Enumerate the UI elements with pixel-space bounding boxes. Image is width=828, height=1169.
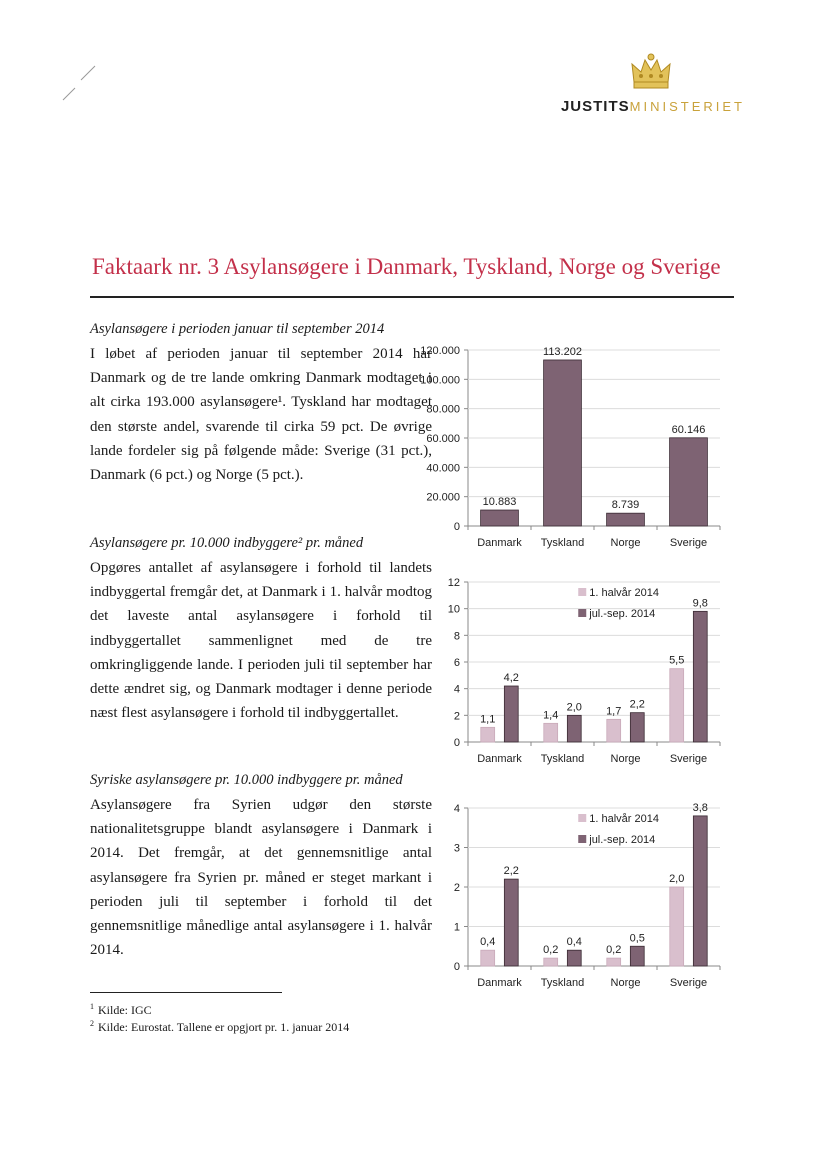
y-tick-label: 12 bbox=[447, 577, 460, 589]
data-label: 9,8 bbox=[692, 597, 708, 610]
logo-wordmark: JUSTITSMINISTERIET bbox=[560, 98, 745, 115]
bar bbox=[607, 513, 645, 526]
legend-label: 1. halvår 2014 bbox=[589, 813, 659, 825]
title-divider bbox=[90, 296, 734, 298]
y-tick-label: 60.000 bbox=[426, 433, 460, 445]
data-label: 2,0 bbox=[669, 873, 685, 885]
data-label: 60.146 bbox=[671, 423, 706, 436]
data-label: 2,2 bbox=[629, 698, 645, 711]
y-tick-label: 4 bbox=[453, 683, 460, 696]
y-tick-label: 1 bbox=[453, 921, 460, 934]
data-label: 2,2 bbox=[503, 865, 519, 878]
x-tick-label: Danmark bbox=[477, 977, 522, 989]
y-tick-label: 4 bbox=[453, 803, 460, 815]
x-tick-label: Norge bbox=[610, 537, 641, 549]
legend-swatch bbox=[578, 609, 586, 617]
bar bbox=[670, 438, 708, 526]
footnote-2: $^2$ Kilde: Eurostat. Tallene er opgjort pr. 1. januar 2014 bbox=[90, 1019, 350, 1034]
data-label: 10.883 bbox=[482, 496, 517, 509]
data-label: 1,1 bbox=[480, 713, 496, 726]
legend-swatch bbox=[578, 835, 586, 843]
bar bbox=[567, 715, 581, 742]
legend-swatch bbox=[578, 814, 586, 822]
bar bbox=[630, 946, 644, 966]
pen-mark bbox=[55, 60, 105, 110]
x-tick-label: Tyskland bbox=[540, 977, 585, 989]
data-label: 0,2 bbox=[606, 944, 622, 957]
footnote-divider bbox=[90, 992, 282, 993]
x-tick-label: Danmark bbox=[477, 537, 522, 549]
x-tick-label: Tyskland bbox=[540, 753, 585, 765]
ministry-logo bbox=[555, 50, 745, 120]
data-label: 0,5 bbox=[629, 932, 645, 945]
data-label: 5,5 bbox=[669, 654, 685, 667]
y-tick-label: 20.000 bbox=[426, 491, 460, 504]
y-tick-label: 0 bbox=[453, 737, 460, 749]
crown-icon bbox=[630, 52, 672, 90]
y-tick-label: 100.000 bbox=[420, 374, 460, 387]
x-tick-label: Sverige bbox=[669, 537, 708, 549]
chart-syrian-per-capita bbox=[398, 794, 728, 994]
bar bbox=[504, 686, 518, 742]
section-heading: Asylansøgere i perioden januar til september 2014 bbox=[90, 321, 385, 337]
x-tick-label: Tyskland bbox=[540, 537, 585, 549]
data-label: 8.739 bbox=[611, 499, 640, 512]
y-tick-label: 80.000 bbox=[426, 403, 460, 416]
x-tick-label: Sverige bbox=[669, 977, 708, 989]
chart-total-applicants bbox=[398, 336, 728, 556]
data-label: 3,8 bbox=[692, 801, 708, 814]
data-label: 0,2 bbox=[543, 944, 559, 957]
section-per-capita bbox=[90, 535, 432, 725]
y-tick-label: 10 bbox=[447, 603, 460, 616]
y-tick-label: 6 bbox=[453, 657, 460, 669]
y-tick-label: 2 bbox=[453, 882, 460, 894]
chart-per-capita bbox=[398, 572, 728, 772]
y-tick-label: 120.000 bbox=[420, 345, 460, 357]
bar bbox=[481, 950, 495, 966]
bar bbox=[670, 887, 684, 966]
y-tick-label: 40.000 bbox=[426, 462, 460, 475]
bar bbox=[544, 723, 558, 742]
section-body: I løbet af perioden januar til september 2014 har Danmark og de tre lande omkring Danmark modtaget i alt cirka 193.000 asylansøgere¹. Tyskland har modtaget den største andel, svarende til cirka 59 pct. De øvrige lande fordeler sig på følgende måde: Sverige (31 pct.), Danmark (6 pct.) og Norge (5 pct.). bbox=[90, 346, 432, 484]
section-syrian bbox=[90, 772, 432, 962]
legend-label: jul.-sep. 2014 bbox=[589, 834, 656, 846]
footnote-1: $^1$ Kilde: IGC bbox=[90, 1002, 152, 1017]
page-title: Faktaark nr. 3 Asylansøgere i Danmark, Tyskland, Norge og Sverige bbox=[92, 254, 721, 279]
section-heading: Syriske asylansøgere pr. 10.000 indbyggere pr. måned bbox=[90, 772, 403, 788]
bar bbox=[481, 510, 519, 526]
legend-label: 1. halvår 2014 bbox=[589, 587, 659, 599]
y-tick-label: 8 bbox=[453, 630, 460, 643]
data-label: 113.202 bbox=[543, 345, 582, 358]
bar bbox=[693, 611, 707, 742]
bar bbox=[630, 713, 644, 742]
data-label: 1,7 bbox=[606, 705, 622, 718]
data-label: 0,4 bbox=[566, 936, 582, 949]
legend-swatch bbox=[578, 588, 586, 596]
data-label: 0,4 bbox=[480, 936, 496, 949]
x-tick-label: Norge bbox=[610, 753, 641, 765]
data-label: 1,4 bbox=[543, 709, 559, 722]
bar bbox=[567, 950, 581, 966]
section-body: Asylansøgere fra Syrien udgør den største nationalitetsgruppe blandt asylansøgere i Danmark i 2014. Det fremgår, at det gennemsnitlige antal asylansøgere fra Syrien pr. måned er steget markant i perioden juli til september i forhold til det gennemsnitlige månedlige antal asylansøgere i 1. halvår 2014. bbox=[90, 797, 432, 959]
bar bbox=[544, 958, 558, 966]
section-heading: Asylansøgere pr. 10.000 indbyggere² pr. måned bbox=[90, 535, 364, 551]
y-tick-label: 0 bbox=[453, 961, 460, 973]
bar bbox=[607, 958, 621, 966]
legend-label: jul.-sep. 2014 bbox=[589, 608, 656, 620]
bar bbox=[670, 669, 684, 742]
y-tick-label: 2 bbox=[453, 710, 460, 723]
data-label: 4,2 bbox=[503, 672, 519, 684]
section-body: Opgøres antallet af asylansøgere i forhold til landets indbyggertal fremgår det, at Danmark i 1. halvår modtog det laveste antal asylansøgere i forhold til indbyggertallet sammenlignet med de tre omkringliggende lande. I perioden juli til september har dette ændret sig, og Danmark modtager i denne periode næst flest asylansøgere i forhold til indbyggertallet. bbox=[90, 560, 432, 722]
y-tick-label: 3 bbox=[453, 842, 460, 855]
bar bbox=[693, 816, 707, 966]
bar bbox=[544, 360, 582, 526]
bar bbox=[607, 719, 621, 742]
bar bbox=[481, 727, 495, 742]
data-label: 2,0 bbox=[566, 701, 582, 714]
section-total bbox=[90, 321, 432, 487]
x-tick-label: Norge bbox=[610, 977, 641, 989]
y-tick-label: 0 bbox=[453, 521, 460, 533]
x-tick-label: Sverige bbox=[669, 753, 708, 765]
x-tick-label: Danmark bbox=[477, 753, 522, 765]
bar bbox=[504, 879, 518, 966]
